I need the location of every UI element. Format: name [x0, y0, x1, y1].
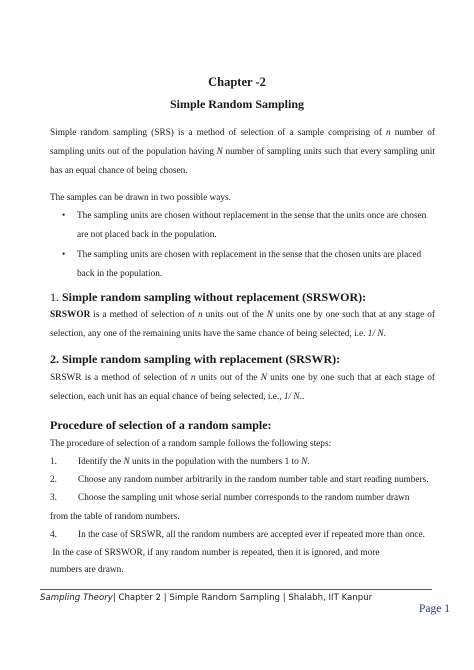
list-item	[50, 489, 435, 527]
page-footer	[40, 593, 372, 603]
text-run: units in the population with the numbers 1 to	[129, 457, 302, 467]
step-text-continued: from the table of random numbers.	[50, 512, 180, 522]
step-text	[78, 453, 310, 472]
math-N: N	[260, 373, 267, 383]
section1-body	[50, 306, 435, 344]
text-run: units one by one such that at each stage of selection, each unit has an equal chance of being selected, i.e.,	[50, 373, 435, 402]
srswor-note: In the case of SRSWOR, if any random number is repeated, then it is ignored, and more	[50, 548, 380, 558]
text-run: Simple random sampling (SRS) is a method of selection of a sample comprising of	[50, 128, 386, 138]
section2-heading: 2. Simple random sampling with replacement (SRSWR):	[50, 352, 341, 366]
srswor-note-continued: numbers are drawn.	[50, 565, 124, 575]
text-run: is a method of selection of	[90, 310, 199, 320]
bullet-icon: •	[62, 211, 66, 221]
step-number: 3.	[50, 493, 57, 503]
text-run: .	[383, 329, 386, 339]
list-item	[50, 453, 435, 472]
section-title: Simple random sampling without replacement (SRSWOR):	[62, 290, 367, 304]
footer-text: | Chapter 2 | Simple Random Sampling | Shalabh, IIT Kanpur	[112, 593, 373, 603]
text-run: units out of the	[202, 310, 267, 320]
text-run: units one by one such that at any stage of selection, any one of the remaining units have the same chance of being selected, i.e.	[50, 310, 436, 339]
chapter-title: Simple Random Sampling	[169, 97, 305, 111]
math-fraction: 1/ N	[367, 329, 384, 339]
step-text: In the case of SRSWR, all the random numbers are accepted ever if repeated more than once.	[78, 530, 425, 540]
math-N: N	[216, 147, 223, 157]
text-run: units out of the	[195, 373, 261, 383]
text-run: .	[307, 457, 310, 467]
page-number: Page 1	[419, 603, 450, 615]
text-run: number of sampling units such that every sampling unit has an equal chance of being chosen.	[50, 147, 435, 176]
step-text: Choose any random number arbitrarily in the random number table and start reading numbers.	[78, 475, 429, 485]
bullet-icon: •	[62, 250, 66, 260]
step-number: 1.	[50, 457, 57, 467]
text-run: ..	[299, 392, 305, 402]
bullet-item	[50, 246, 435, 284]
section2-body	[50, 369, 435, 407]
list-item	[50, 471, 435, 490]
bullet-text: The sampling units are chosen with replacement in the sense that the chosen units are placed back in the population.	[77, 250, 422, 279]
math-N: N	[266, 310, 273, 320]
bullet-text: The sampling units are chosen without replacement in the sense that the units once are chosen are not placed back in the population.	[77, 211, 427, 240]
term: SRSWOR	[50, 310, 91, 320]
section-number: 1.	[50, 290, 59, 304]
math-n: n	[190, 373, 196, 383]
math-N: N	[301, 457, 308, 467]
bullet-item	[50, 207, 435, 245]
math-n: n	[385, 128, 391, 138]
text-run: Identify the	[78, 457, 124, 467]
math-N: N	[123, 457, 130, 467]
section1-heading	[50, 290, 366, 305]
intro-paragraph	[50, 124, 435, 181]
list-item	[50, 526, 435, 545]
ways-paragraph: The samples can be drawn in two possible ways.	[50, 193, 231, 203]
math-n: n	[198, 310, 203, 320]
text-run: number of sampling units out of the population having	[50, 128, 435, 157]
step-number: 4.	[50, 530, 57, 540]
footer-divider	[40, 589, 432, 590]
math-fraction: 1/ N	[283, 392, 300, 402]
step-text: Choose the sampling unit whose serial number corresponds to the random number drawn	[78, 493, 410, 503]
procedure-intro: The procedure of selection of a random sample follows the following steps:	[50, 439, 332, 449]
text-run: is a method of selection of	[81, 373, 191, 383]
footer-book-title: Sampling Theory	[40, 593, 113, 603]
step-number: 2.	[50, 475, 57, 485]
section3-heading: Procedure of selection of a random sample:	[50, 418, 272, 432]
term: SRSWR	[50, 373, 82, 383]
chapter-heading: Chapter -2	[208, 75, 266, 89]
